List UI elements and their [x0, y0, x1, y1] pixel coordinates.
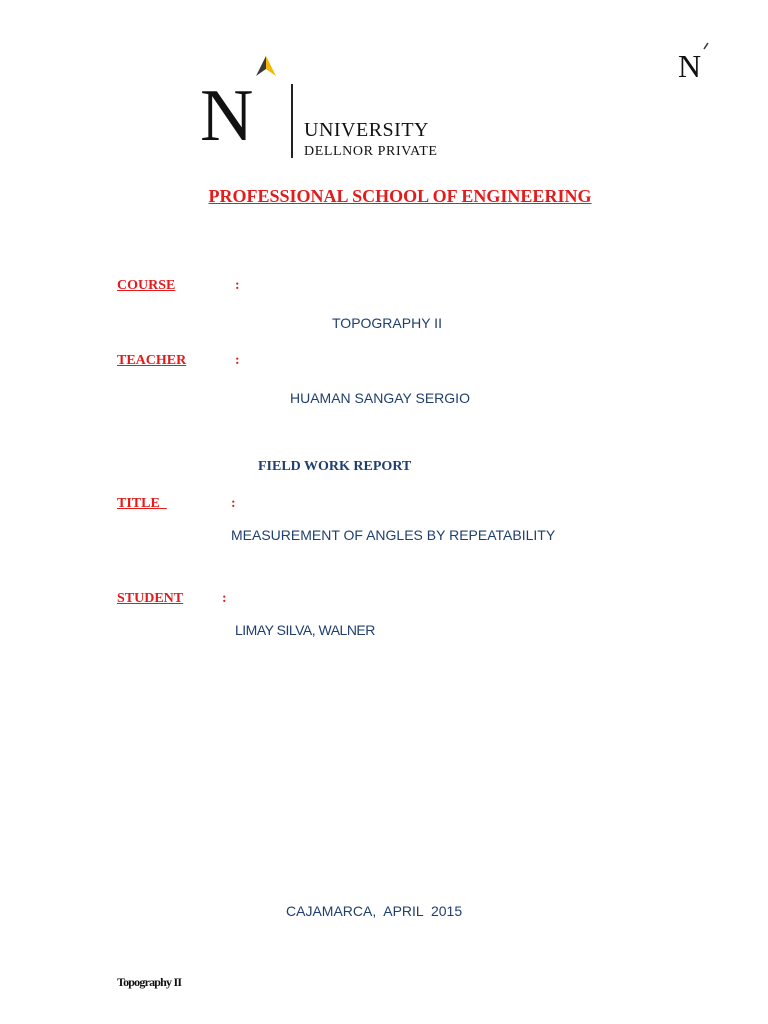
logo-divider [291, 84, 293, 158]
course-value: TOPOGRAPHY II [332, 315, 442, 331]
teacher-value: HUAMAN SANGAY SERGIO [290, 390, 470, 406]
footer-text: Topography II [117, 975, 182, 989]
title-label-text: TITLE [117, 496, 160, 511]
title-label [117, 496, 167, 512]
student-value: LIMAY SILVA, WALNER [235, 622, 375, 638]
report-heading: FIELD WORK REPORT [258, 459, 412, 474]
course-label: COURSE [117, 278, 176, 293]
university-subname: DELLNOR PRIVATE [304, 144, 438, 159]
title-value: MEASUREMENT OF ANGLES BY REPEATABILITY [231, 527, 556, 543]
university-name: UNIVERSITY [304, 119, 429, 141]
course-colon: : [235, 278, 240, 293]
corner-logo-letter: N [678, 48, 702, 84]
logo-arrow-icon [252, 54, 280, 78]
teacher-label: TEACHER [117, 353, 187, 368]
teacher-colon: : [235, 353, 240, 368]
place-date: CAJAMARCA, APRIL 2015 [286, 903, 463, 919]
university-logo-mark [200, 75, 264, 157]
school-heading: PROFESSIONAL SCHOOL OF ENGINEERING [208, 186, 592, 206]
student-label: STUDENT [117, 591, 184, 606]
logo-letter: N [200, 75, 254, 157]
title-colon: : [231, 496, 236, 511]
corner-logo [664, 42, 716, 86]
student-colon: : [222, 591, 227, 606]
corner-logo-tick-icon [702, 42, 710, 50]
